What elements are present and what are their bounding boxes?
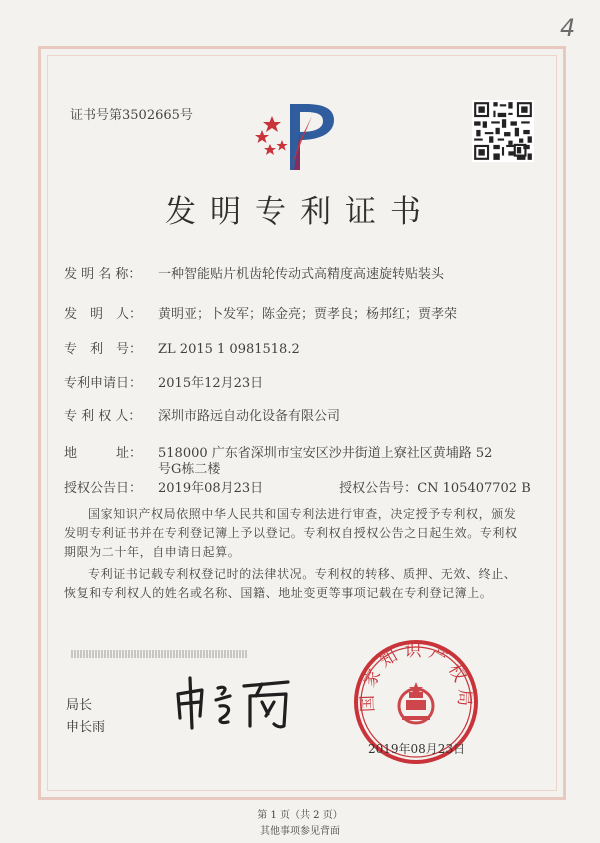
grant-number-value: CN 105407702 B [417, 481, 531, 496]
page-indicator: 第 1 页（共 2 页） [257, 810, 343, 821]
certificate-paragraph-2: 专利证书记载专利权登记时的法律状况。专利权的转移、质押、无效、终止、恢复和专利权人的姓名或名称、国籍、地址变更等事项记载在专利登记簿上。 [64, 567, 517, 600]
filing-date-value: 2015年12月23日 [158, 376, 264, 391]
grant-date-value: 2019年08月23日 [158, 481, 264, 496]
invention-name-label: 发 明 名 称： [64, 267, 142, 282]
invention-name-row [64, 263, 444, 282]
address-value-line2: 号G栋二楼 [158, 462, 221, 477]
inventors-row [64, 303, 457, 322]
patentee-value: 深圳市路远自动化设备有限公司 [158, 409, 341, 424]
patent-number-label: 专 利 号： [64, 342, 143, 357]
patent-office-logo [250, 96, 342, 176]
certificate-paragraph-1: 国家知识产权局依照中华人民共和国专利法进行审查，决定授予专利权，颁发发明专利证书并在专利登记簿上予以登记。专利权自授权公告之日起生效。专利权期限为二十年，自申请日起算。 [64, 507, 518, 559]
certificate-title: 发明专利证书 [165, 194, 435, 230]
security-stripes [70, 650, 250, 658]
patent-number-row [64, 338, 300, 357]
footnote: 其他事项参见背面 [260, 826, 340, 837]
patentee-row [64, 405, 340, 424]
grant-row [64, 477, 531, 496]
invention-name-value: 一种智能贴片机齿轮传动式高精度高速旋转贴装头 [158, 267, 445, 282]
address-value-line1: 518000 广东省深圳市宝安区沙井街道上寮社区黄埔路 52 [158, 446, 493, 461]
handwritten-page-mark: 4 [560, 14, 576, 42]
director-title: 局长 [66, 698, 93, 713]
director-signature [170, 672, 300, 732]
grant-number-label: 授权公告号： [339, 481, 418, 496]
address-label: 地 址： [64, 446, 143, 461]
filing-date-label: 专利申请日： [64, 376, 143, 391]
qr-code [472, 100, 534, 162]
director-name: 申长雨 [66, 720, 106, 735]
seal-date: 2019年08月23日 [368, 742, 466, 756]
filing-date-row [64, 372, 263, 391]
certificate-number: 证书号第3502665号 [70, 108, 193, 123]
inventors-value: 黄明亚；卜发军；陈金亮；贾孝良；杨邦红；贾孝荣 [158, 307, 458, 322]
patent-number-value: ZL 2015 1 0981518.2 [158, 342, 300, 357]
address-row [64, 442, 492, 461]
grant-date-label: 授权公告日： [64, 481, 143, 496]
seal-text: 国家知识产权局 [357, 640, 475, 713]
patentee-label: 专 利 权 人： [64, 409, 142, 424]
inventors-label: 发 明 人： [64, 307, 143, 322]
